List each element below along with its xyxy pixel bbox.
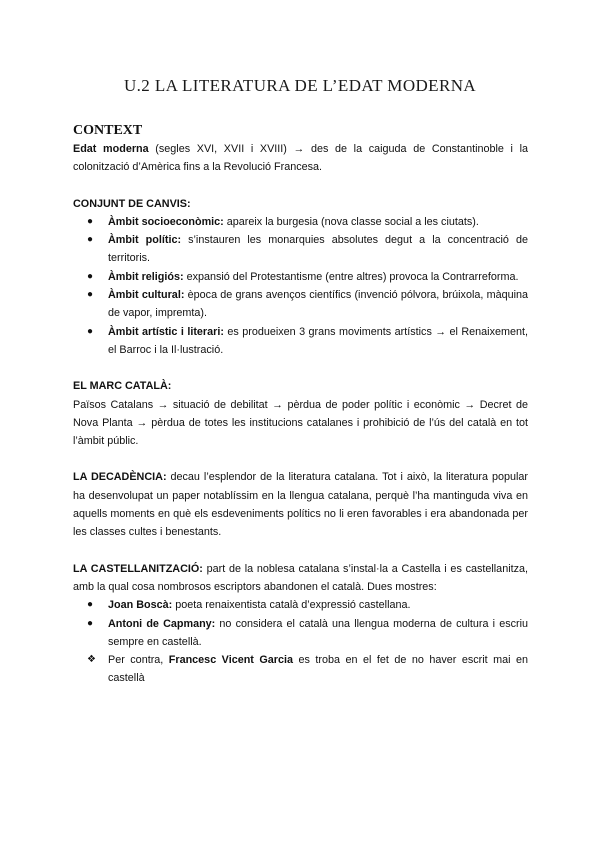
list-item	[73, 213, 528, 231]
list-item	[73, 286, 528, 323]
list-item-text: es produeixen 3 grans moviments artístics → el Renaixement, el Barroc i la Il·lustració.	[108, 325, 528, 356]
list-item	[73, 596, 528, 614]
castellanitzacio-paragraph	[73, 560, 528, 597]
castellanitzacio-text: part de la noblesa catalana s’instal·la a Castella i es castellanitza, amb la qual cosa nombrosos escriptors abandonen el català. Dues mostres:	[73, 562, 528, 593]
list-item-term: Àmbit socioeconòmic:	[108, 215, 224, 228]
bullet-icon: ●	[87, 270, 94, 282]
context-term: Edat moderna	[73, 143, 149, 155]
bullet-icon: ●	[87, 599, 94, 611]
list-item-term: Joan Boscà:	[108, 599, 173, 612]
list-item	[73, 323, 528, 360]
list-item-text: s’instauren les monarquies absolutes degut a la concentració de territoris.	[108, 234, 528, 265]
list-item-prefix: Per contra,	[108, 654, 169, 667]
list-item-text: es troba en el fet de no haver escrit mai en castellà	[108, 654, 528, 685]
castellanitzacio-heading: LA CASTELLANITZACIÓ:	[73, 562, 203, 575]
list-item	[73, 651, 528, 688]
list-item-term: Àmbit religiós:	[108, 270, 184, 283]
bullet-icon: ●	[87, 325, 94, 337]
list-item	[73, 615, 528, 652]
list-item-text: no considera el català una llengua moderna de cultura i escriu sempre en castellà.	[108, 617, 528, 648]
changes-list	[73, 213, 528, 359]
list-item-text: època de grans avenços científics (invenció pólvora, brúixola, màquina de vapor, impremta).	[108, 289, 528, 320]
context-paragraph	[73, 140, 528, 177]
list-item-term: Francesc Vicent Garcia	[168, 654, 293, 667]
list-item-text: apareix la burgesia (nova classe social a les ciutats).	[223, 215, 479, 228]
list-item-term: Antoni de Capmany:	[108, 617, 216, 630]
bullet-icon: ●	[87, 617, 94, 629]
decadencia-heading: LA DECADÈNCIA:	[73, 471, 167, 484]
bullet-icon: ●	[87, 215, 94, 227]
list-item-term: Àmbit cultural:	[108, 289, 185, 302]
page-title: U.2 LA LITERATURA DE L’EDAT MODERNA	[123, 76, 477, 95]
decadencia-text: decau l’esplendor de la literatura catalana. Tot i això, la literatura popular ha desenvolupat un paper notablíssim en la llengua catalana, perquè l’ha mantinguda viva en aquells moments en què els esdeveniments polítics no li eren favorables i era abandonada per les classes cultes i benestants.	[73, 471, 528, 539]
changes-heading: CONJUNT DE CANVIS:	[73, 197, 191, 210]
decadencia-paragraph	[73, 468, 528, 541]
list-item	[73, 231, 528, 268]
list-item-text: poeta renaixentista català d’expressió castellana.	[172, 599, 411, 612]
marc-heading: EL MARC CATALÀ:	[73, 380, 172, 393]
castellanitzacio-list	[73, 596, 528, 687]
document-body	[73, 122, 528, 688]
context-text: (segles XVI, XVII i XVIII) → des de la caiguda de Constantinoble i la colonització d’Amèrica fins a la Revolució Francesa.	[73, 143, 528, 174]
list-item	[73, 268, 528, 286]
list-item-text: expansió del Protestantisme (entre altres) provoca la Contrarreforma.	[183, 270, 519, 283]
bullet-icon: ●	[87, 234, 94, 246]
bullet-icon: ●	[87, 289, 94, 301]
marc-paragraph: Països Catalans → situació de debilitat → pèrdua de poder polític i econòmic → Decret de Nova Planta → pèrdua de totes les institucions catalanes i prohibició de l’ús del català en tot l’àmbit públic.	[73, 398, 528, 448]
context-heading: CONTEXT	[73, 123, 143, 138]
list-item-term: Àmbit polític:	[108, 234, 182, 247]
diamond-bullet-icon: ❖	[87, 654, 96, 666]
list-item-term: Àmbit artístic i literari:	[108, 325, 224, 338]
